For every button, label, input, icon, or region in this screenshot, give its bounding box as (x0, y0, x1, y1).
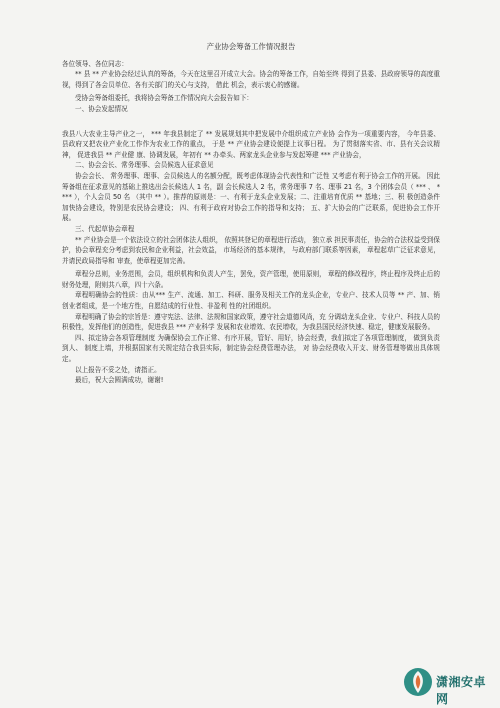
site-watermark (398, 662, 496, 706)
document-body (62, 42, 440, 386)
hunan-logo-icon (402, 666, 434, 698)
watermark-text: 潇湘安卓网 (436, 675, 487, 706)
section-2-paragraph: 协会会长、 常务理事、理事、会员候选人的名额分配，既考虑体现协会代表性和广泛性 又考虑有利于协会工作的开展。 因此筹备组在征求意见的基础上推选出会长候选人 1 名，副 会长候选人 2 名，常务理事 7 名、理事 21 名，3 个团体会员（ *** 、 **** ），个人会员 50 名 （其中 ** ）。推荐的原则是：一、有利于龙头企业发展；二、注重培育优质 ** 基地；三、积 极创造条件加快协会建设，特别是农民协会建设； 四、有利于政府对协会工作的指导和支持； 五、扩大协会的广泛联系，促进协会工作开展。 (62, 171, 440, 223)
section-3-paragraph-4: 章程明确了协会的宗旨是：遵守宪法、法律、法规和国家政策，遵守社会道德风尚，充 分调动龙头企业、专业户、科技人员的积极性，发挥他们的创造性，促进我县 *** 产业科学 发展和农业增效、农民增收，为我县国民经济快速、稳定，健康发展服务。 (62, 312, 440, 332)
section-3-paragraph-3: 章程明确协会的性质：由从*** 生产、流通、加工、科研、服务及相关工作的龙头企业，专业户、技术人员等 ** 产、加、销创业者组成，是一个地方性，自愿结成的行业性、非盈利 性的社团组织。 (62, 291, 440, 311)
section-heading-2: 二、协会会长、常务理事、会员候选人征求意见 (75, 161, 214, 170)
intro-line: 受协会筹备组委托，我将协会筹备工作情况向大会报告如下： (75, 94, 254, 103)
section-4-paragraph: 四、拟定协会各项管理制度 为确保协会工作正常、有序开展，管好、用好，协会经费，我们拟定了各项管理制度， 做到负责到人、 制度上墙，并根据国家有关规定结合我县实际，制定协会经费管理办法， 对 协会经费收入开支、财务管理等做出具体规定。 (62, 333, 440, 364)
page-title: 产业协会筹备工作情况报告 (206, 42, 296, 51)
opening-paragraph: ** 县 ** 产业协会经过认真的筹备，今天在这里召开成立大会。协会的筹备工作，自始至终 得到了县委、县政府领导的高度重视，得到了各会员单位、各有关部门的关心与支持， 借此 机会，表示衷心的感谢。 (62, 70, 440, 89)
section-heading-1: 一、协会发起情况 (75, 104, 128, 113)
closing-line-2: 最后，祝大会圆满成功，谢谢! (75, 376, 164, 385)
section-3-paragraph-2: 章程分总则，业务范围，会员，组织机构和负责人产生，罢免，资产管理，使用原则， 章程的修改程序，终止程序及终止后的财务处理，附则共八章，四十六条。 (62, 270, 440, 289)
section-1-paragraph: 我县八大农业主导产业之一， *** 年我县制定了 ** 发展规划其中把发展中介组织成立产业协 会作为一项重要内容， 今年县委、 县政府又把农业产业化工作作为农业工作的重点， 于是 ** 产业协会建设便提上议事日程。 为了贯彻落实省、市、县有关会议精神， 促进我县 ** 产业健 康、协调发展，年初有 ** 办牵头、两家龙头企业参与发起筹建 *** 产业协会， (62, 129, 440, 159)
section-3-paragraph-1: ** 产业协会是一个依法设立的社会团体法人组织， 依照其登记的章程进行活动， 独立承 担民事责任，协会的合法权益受到保护，协会章程充分考虑到农民和企业利益，社会效益， 市场经济的基本规律， 与政府部门联系等因素， 章程起草广泛征求意见， 并请民政局指导和 审查，使章程更加完善。 (62, 235, 440, 265)
closing-line-1: 以上报告不妥之处，请指正。 (75, 365, 161, 374)
salutation: 各位领导、各位同志： (62, 59, 128, 68)
section-heading-3: 三、代起草协会章程 (75, 224, 135, 233)
